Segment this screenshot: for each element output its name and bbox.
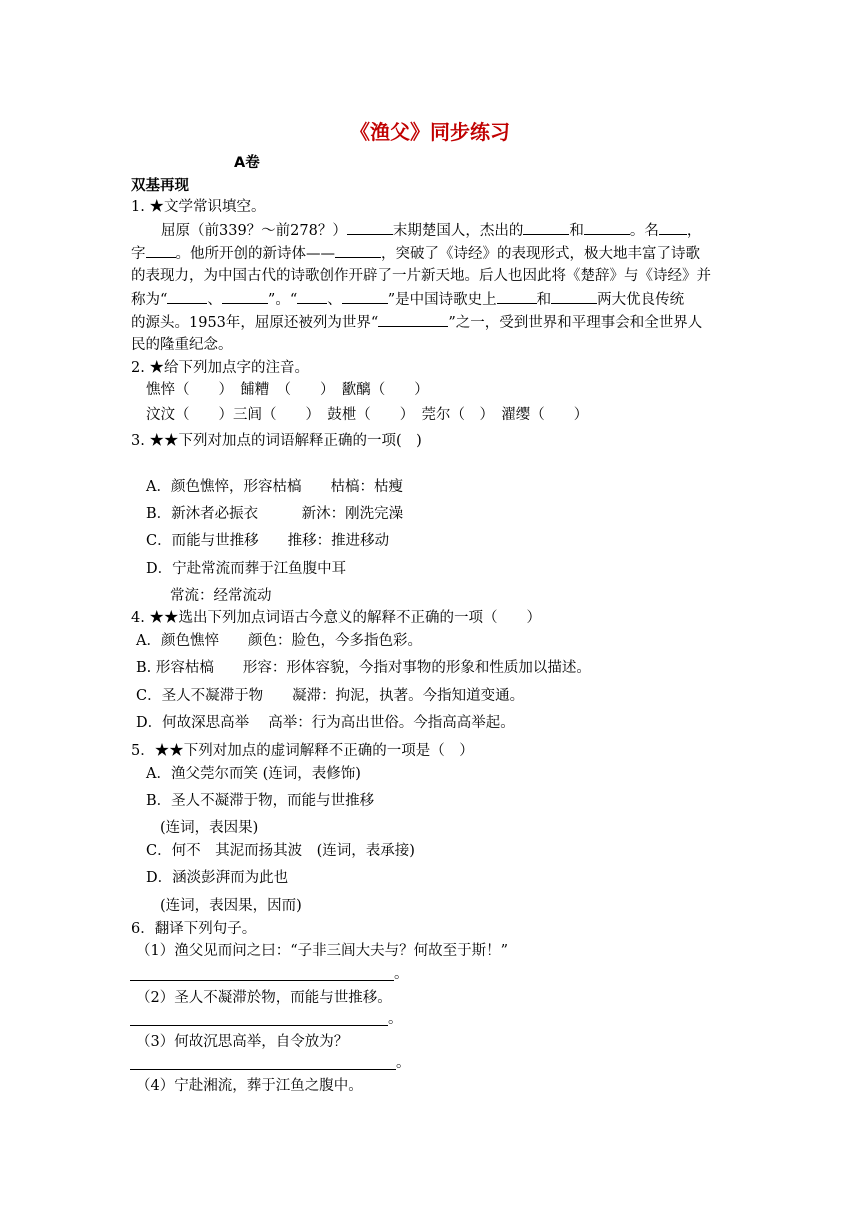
q5-option-a: A．渔父莞尔而笑 (连词，表修饰) xyxy=(146,766,361,782)
q5-option-c: C．何不 其泥而扬其波 (连词，表承接) xyxy=(146,843,415,859)
answer-line-2[interactable] xyxy=(130,1025,388,1026)
q1-line2: 字 。他所开创的新诗体—— ，突破了《诗经》的表现形式，极大地丰富了诗歌 xyxy=(131,243,700,264)
q4-option-d: D．何故深思高举 高举：行为高出世俗。今指高高举起。 xyxy=(136,715,515,731)
q5-option-b-note: (连词，表因果) xyxy=(160,820,259,836)
q6-label: 6．翻译下列句子。 xyxy=(131,921,257,937)
q3-option-c: C．而能与世推移 推移：推进移动 xyxy=(146,533,390,549)
answer-line-3-period: 。 xyxy=(396,1055,411,1071)
q3-label: 3. ★★下列对加点的词语解释正确的一项( ) xyxy=(131,433,422,449)
answer-line-2-period: 。 xyxy=(388,1011,403,1027)
q5-option-d-note: (连词，表因果，因而) xyxy=(160,898,302,914)
q1-line6: 民的隆重纪念。 xyxy=(131,337,233,353)
q6-item-3: （3）何故沉思高举，自令放为？ xyxy=(136,1034,349,1050)
q1-label: 1. ★文学常识填空。 xyxy=(131,199,266,215)
answer-line-3[interactable] xyxy=(130,1069,396,1070)
q2-row2: 汶汶（ ）三闾（ ） 鼓枻（ ） 莞尔（ ） 濯缨（ ） xyxy=(146,407,589,423)
q1-line1: 屈原（前339？～前278？） 末期楚国人，杰出的 和 。名 ， xyxy=(161,220,701,241)
answer-line-1[interactable] xyxy=(130,980,394,981)
q5-label: 5．★★下列对加点的虚词解释不正确的一项是（ ） xyxy=(131,743,474,759)
page-title: 《渔父》同步练习 xyxy=(350,120,510,144)
q6-item-1: （1）渔父见而问之曰：“子非三闾大夫与？何故至于斯！” xyxy=(136,943,509,959)
section-heading: 双基再现 xyxy=(131,178,189,194)
q3-option-d-note: 常流：经常流动 xyxy=(170,588,272,604)
q4-option-c: C．圣人不凝滞于物 凝滞：拘泥，执著。今指知道变通。 xyxy=(136,688,525,704)
q6-item-4: （4）宁赴湘流，葬于江鱼之腹中。 xyxy=(136,1078,363,1094)
q6-item-2: （2）圣人不凝滞於物，而能与世推移。 xyxy=(136,990,392,1006)
section-label: A卷 xyxy=(234,155,260,171)
q5-option-b: B．圣人不凝滞于物，而能与世推移 xyxy=(146,793,375,809)
q2-row1: 憔悴（ ） 餔糟 （ ） 歠醨（ ） xyxy=(146,382,429,398)
answer-line-1-period: 。 xyxy=(394,966,409,982)
q3-option-b: B．新沐者必振衣 新沐：刚洗完澡 xyxy=(146,506,404,522)
q5-option-d: D．涵淡彭湃而为此也 xyxy=(146,870,289,886)
q1-line4: 称为“ 、 ”。“ 、 ”是中国诗歌史上 和 两大优良传统 xyxy=(131,289,684,310)
q4-label: 4. ★★选出下列加点词语古今意义的解释不正确的一项（ ） xyxy=(131,610,541,626)
q3-option-a: A．颜色憔悴，形容枯槁 枯槁：枯瘦 xyxy=(146,479,403,495)
q1-line3: 的表现力，为中国古代的诗歌创作开辟了一片新天地。后人也因此将《楚辞》与《诗经》并 xyxy=(131,268,711,284)
q3-option-d: D．宁赴常流而葬于江鱼腹中耳 xyxy=(146,561,347,577)
q2-label: 2. ★给下列加点字的注音。 xyxy=(131,360,309,376)
q4-option-a: A．颜色憔悴 颜色：脸色，今多指色彩。 xyxy=(136,633,422,649)
q1-line5: 的源头。1953年，屈原还被列为世界“ ”之一，受到世界和平理事会和全世界人 xyxy=(131,312,702,333)
q4-option-b: B. 形容枯槁 形容：形体容貌，今指对事物的形象和性质加以描述。 xyxy=(136,660,591,676)
